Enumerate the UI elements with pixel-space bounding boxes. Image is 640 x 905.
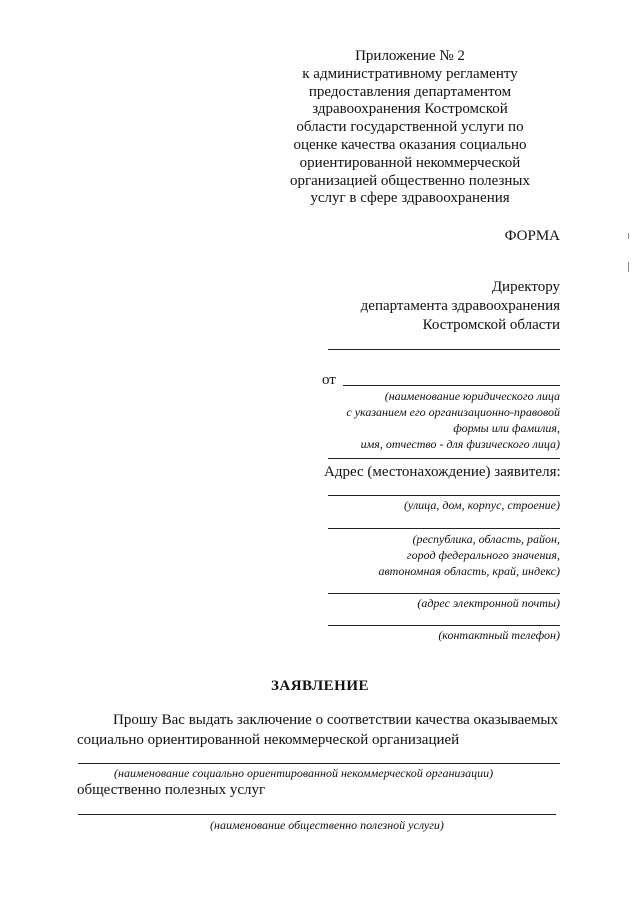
region-caption-line: город федерального значения,	[406, 548, 560, 562]
org-name-caption: (наименование социально ориентированной некоммерческой организации)	[114, 766, 494, 780]
phone-caption: (контактный телефон)	[438, 628, 560, 642]
statement-title: ЗАЯВЛЕНИЕ	[270, 678, 370, 694]
street-input-line[interactable]	[328, 495, 560, 496]
from-caption-line: с указанием его организационно-правовой	[346, 405, 560, 419]
appendix-line: услуг в сфере здравоохранения	[310, 190, 510, 207]
address-label: Адрес (местонахождение) заявителя:	[324, 464, 561, 480]
street-caption: (улица, дом, корпус, строение)	[403, 498, 560, 512]
addressee-line: департамента здравоохранения	[360, 298, 560, 314]
email-input-line[interactable]	[328, 593, 560, 594]
appendix-line: здравоохранения Костромской	[312, 101, 508, 118]
addressee-block	[361, 278, 560, 335]
appendix-line: оценке качества оказания социально	[293, 136, 527, 153]
region-caption-line: автономная область, край, индекс)	[378, 564, 560, 578]
scan-artifact	[628, 262, 629, 272]
addressee-line: Костромской области	[422, 317, 560, 333]
region-caption-line: (республика, область, район,	[412, 532, 560, 546]
region-caption	[378, 531, 560, 579]
appendix-line: ориентированной некоммерческой	[299, 154, 521, 171]
from-label: от	[322, 372, 336, 388]
service-name-input-line[interactable]	[78, 814, 556, 815]
appendix-header	[260, 48, 560, 208]
body-line-2: социально ориентированной некоммерческой организацией	[77, 732, 460, 748]
from-extra-line[interactable]	[328, 458, 560, 459]
appendix-line: области государственной услуги по	[296, 119, 524, 136]
from-caption	[346, 388, 560, 452]
addressee-signature-line[interactable]	[328, 349, 560, 350]
scan-artifact	[628, 233, 629, 239]
body-line-3: общественно полезных услуг	[77, 782, 266, 798]
form-label: ФОРМА	[504, 228, 560, 244]
from-caption-line: имя, отчество - для физического лица)	[360, 437, 560, 451]
from-input-line[interactable]	[343, 385, 560, 386]
from-caption-line: формы или фамилия,	[453, 421, 560, 435]
body-line-1: Прошу Вас выдать заключение о соответствии качества оказываемых	[113, 712, 559, 728]
service-name-caption: (наименование общественно полезной услуги)	[210, 818, 444, 832]
from-caption-line: (наименование юридического лица	[384, 389, 560, 403]
addressee-line: Директору	[491, 279, 560, 295]
org-name-input-line[interactable]	[78, 763, 560, 764]
phone-input-line[interactable]	[328, 625, 560, 626]
appendix-line: к административному регламенту	[302, 65, 518, 82]
email-caption: (адрес электронной почты)	[417, 596, 560, 610]
appendix-line: Приложение № 2	[355, 48, 465, 64]
appendix-line: организацией общественно полезных	[289, 172, 530, 189]
region-input-line[interactable]	[328, 528, 560, 529]
appendix-line: предоставления департаментом	[308, 83, 512, 100]
